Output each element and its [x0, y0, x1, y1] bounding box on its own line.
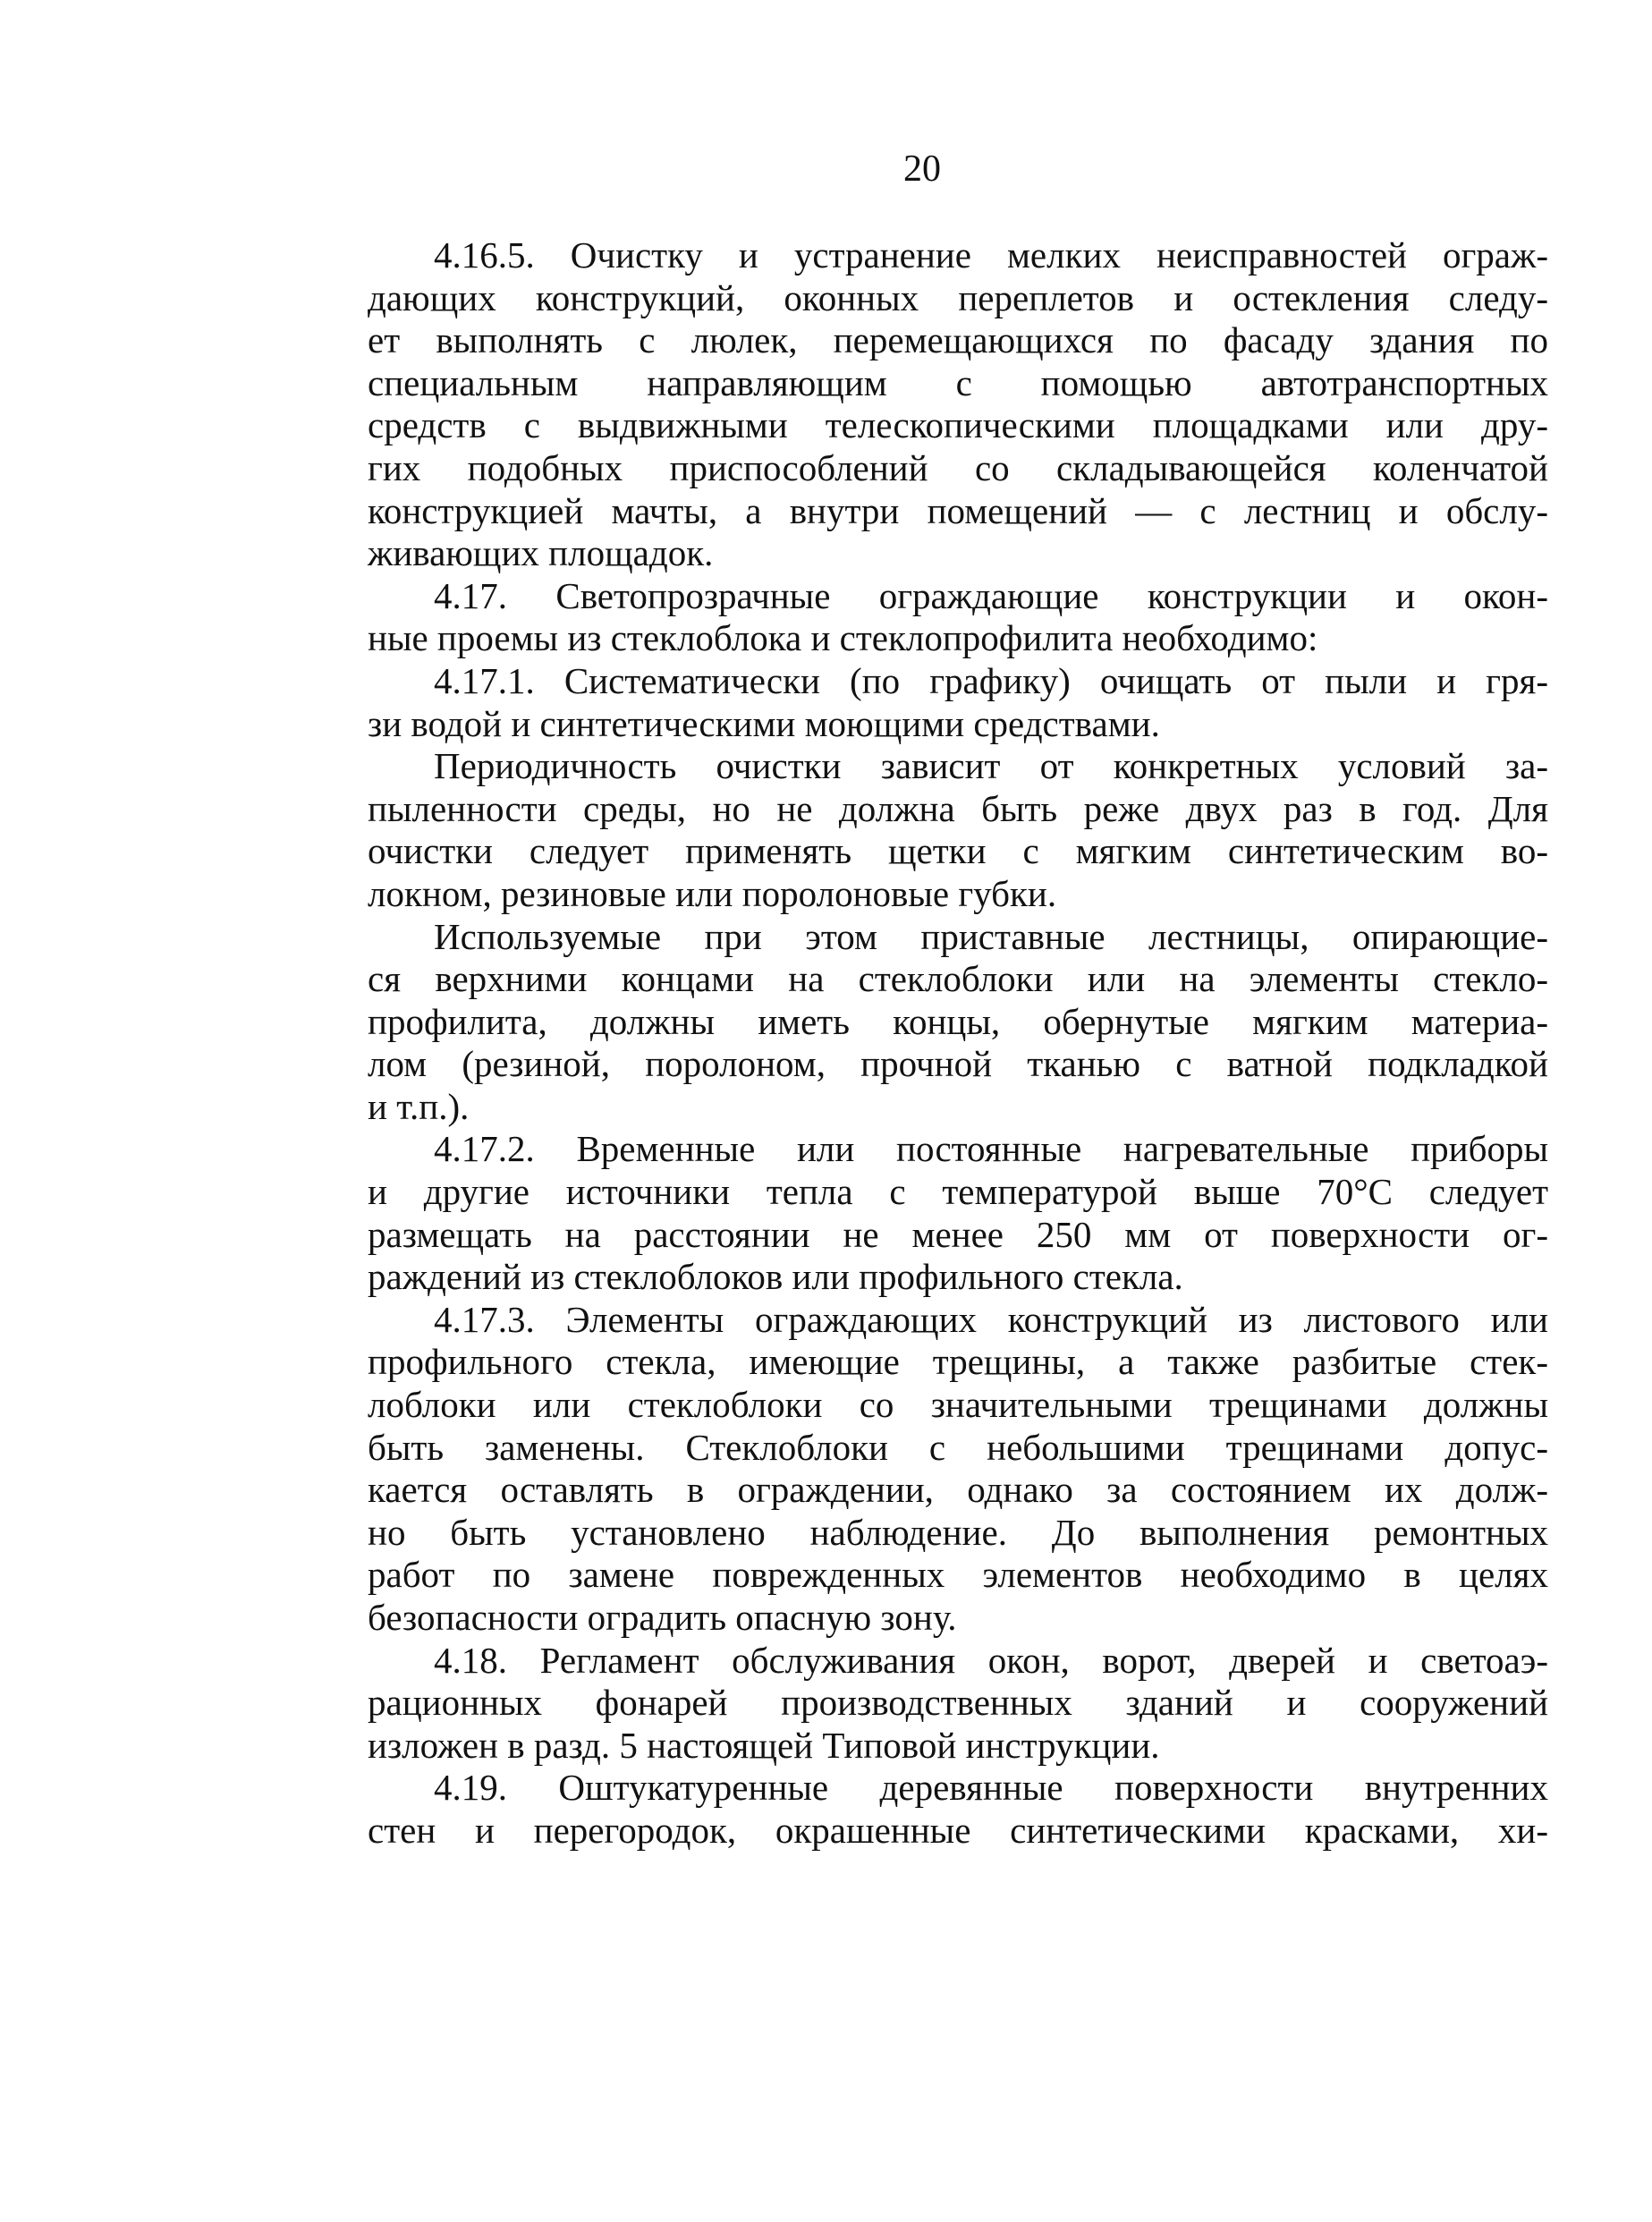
text-line: ся верхними концами на стеклоблоки или на элементы стекло- [368, 958, 1548, 1000]
text-line: дающих конструкций, оконных переплетов и остекления следу- [368, 276, 1548, 318]
text-line: и другие источники тепла с температурой выше 70°С следует [368, 1171, 1548, 1213]
text-line: размещать на расстоянии не менее 250 мм от поверхности ог- [368, 1213, 1548, 1255]
text-line: лом (резиной, поролоном, прочной тканью с ватной подкладкой [368, 1043, 1548, 1085]
text-line: Используемые при этом приставные лестницы, опирающие- [434, 915, 1548, 957]
paragraph-4-17-3 [368, 1299, 1548, 1640]
text-line: лоблоки или стеклоблоки со значительными трещинами должны [368, 1384, 1548, 1426]
text-line: 4.17.1. Систематически (по графику) очищать от пыли и гря- [434, 659, 1548, 701]
text-line: 4.17. Светопрозрачные ограждающие конструкции и окон- [434, 574, 1548, 616]
page-number: 20 [903, 148, 941, 190]
paragraph-ladders [368, 916, 1548, 1129]
text-line: 4.18. Регламент обслуживания окон, ворот, дверей и светоаэ- [434, 1639, 1548, 1681]
text-line: пыленности среды, но не должна быть реже двух раз в год. Для [368, 787, 1548, 829]
text-line: кается оставлять в ограждении, однако за состоянием их долж- [368, 1469, 1548, 1511]
text-line: работ по замене поврежденных элементов необходимо в целях [368, 1554, 1548, 1596]
text-line: профилита, должны иметь концы, обернутые мягким материа- [368, 1000, 1548, 1042]
paragraph-4-17-1 [368, 660, 1548, 745]
text-line: безопасности оградить опасную зону. [368, 1597, 957, 1638]
paragraph-4-16-5 [368, 234, 1548, 575]
text-line: 4.17.3. Элементы ограждающих конструкций из листового или [434, 1298, 1548, 1340]
text-line: ет выполнять с люлек, перемещающихся по фасаду здания по [368, 319, 1548, 361]
text-line: очистки следует применять щетки с мягким синтетическим во- [368, 830, 1548, 872]
paragraph-4-18 [368, 1640, 1548, 1768]
text-line: 4.17.2. Временные или постоянные нагревательные приборы [434, 1128, 1548, 1170]
text-line: рационных фонарей производственных зданий и сооружений [368, 1682, 1548, 1724]
paragraph-4-19 [368, 1767, 1548, 1852]
text-line: раждений из стеклоблоков или профильного стекла. [368, 1256, 1183, 1298]
text-line: Периодичность очистки зависит от конкретных условий за- [434, 745, 1548, 787]
paragraph-4-17 [368, 575, 1548, 660]
text-line: профильного стекла, имеющие трещины, а также разбитые стек- [368, 1341, 1548, 1383]
text-line: живающих площадок. [368, 532, 714, 574]
text-line: 4.16.5. Очистку и устранение мелких неисправностей ограж- [434, 234, 1548, 276]
text-line: но быть установлено наблюдение. До выполнения ремонтных [368, 1511, 1548, 1553]
text-line: ные проемы из стеклоблока и стеклопрофилита необходимо: [368, 617, 1318, 659]
paragraph-cleaning-frequency [368, 745, 1548, 915]
text-line: и т.п.). [368, 1085, 470, 1127]
text-line: 4.19. Оштукатуренные деревянные поверхности внутренних [434, 1767, 1548, 1809]
text-line: быть заменены. Стеклоблоки с небольшими трещинами допус- [368, 1426, 1548, 1468]
text-line: конструкцией мачты, а внутри помещений — с лестниц и обслу- [368, 489, 1548, 531]
text-line: изложен в разд. 5 настоящей Типовой инструкции. [368, 1724, 1160, 1766]
text-line: специальным направляющим с помощью автотранспортных [368, 361, 1548, 403]
text-line: стен и перегородок, окрашенные синтетическими красками, хи- [368, 1809, 1548, 1851]
text-line: гих подобных приспособлений со складывающейся коленчатой [368, 446, 1548, 488]
paragraph-4-17-2 [368, 1128, 1548, 1298]
text-line: зи водой и синтетическими моющими средствами. [368, 702, 1160, 744]
text-line: средств с выдвижными телескопическими площадками или дру- [368, 404, 1548, 446]
body-text [368, 234, 1548, 1853]
text-line: локном, резиновые или поролоновые губки. [368, 872, 1057, 914]
